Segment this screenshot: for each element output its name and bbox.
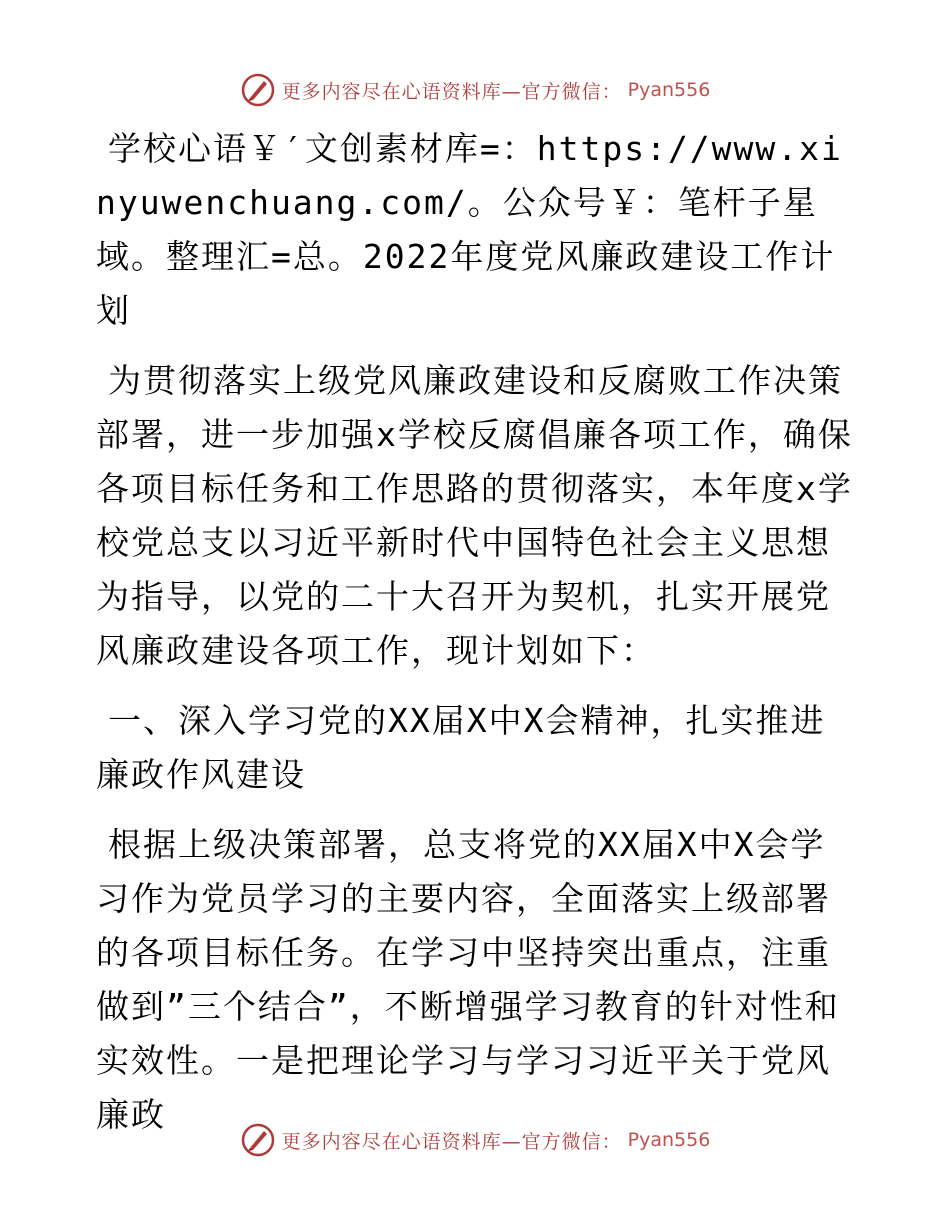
watermark-text: 更多内容尽在心语资料库—官方微信： [281,80,622,103]
header-watermark [0,70,950,110]
watermark-account: Pyan556 [627,79,711,101]
title-paragraph: 学校心语￥′文创素材库=：https://www.xinyuwenchuang.com/。公众号￥：笔杆子星域。整理汇=总。2022年度党风廉政建设工作计划 [96,129,843,330]
intro-paragraph: 为贯彻落实上级党风廉政建设和反腐败工作决策部署，进一步加强x学校反腐倡廉各项工作，确保各项目标任务和工作思路的贯彻落实，本年度x学校党总支以习近平新时代中国特色社会主义思想为指导，以党的二十大召开为契机，扎实开展党风廉政建设各项工作，现计划如下： [96,361,853,670]
body-paragraph: 根据上级决策部署，总支将党的XX届X中X会学习作为党员学习的主要内容，全面落实上级部署的各项目标任务。在学习中坚持突出重点，注重做到”三个结合”，不断增强学习教育的针对性和实效性。一是把理论学习与学习习近平关于党风廉政 [96,825,840,1134]
quill-logo-icon [240,1122,276,1158]
document-body [96,122,856,1158]
quill-logo-icon [240,72,276,108]
footer-watermark [0,1120,950,1160]
section-heading: 一、深入学习党的XX届X中X会精神，扎实推进廉政作风建设 [96,701,826,794]
watermark-account: Pyan556 [627,1129,711,1151]
watermark-text: 更多内容尽在心语资料库—官方微信： [281,1130,622,1153]
